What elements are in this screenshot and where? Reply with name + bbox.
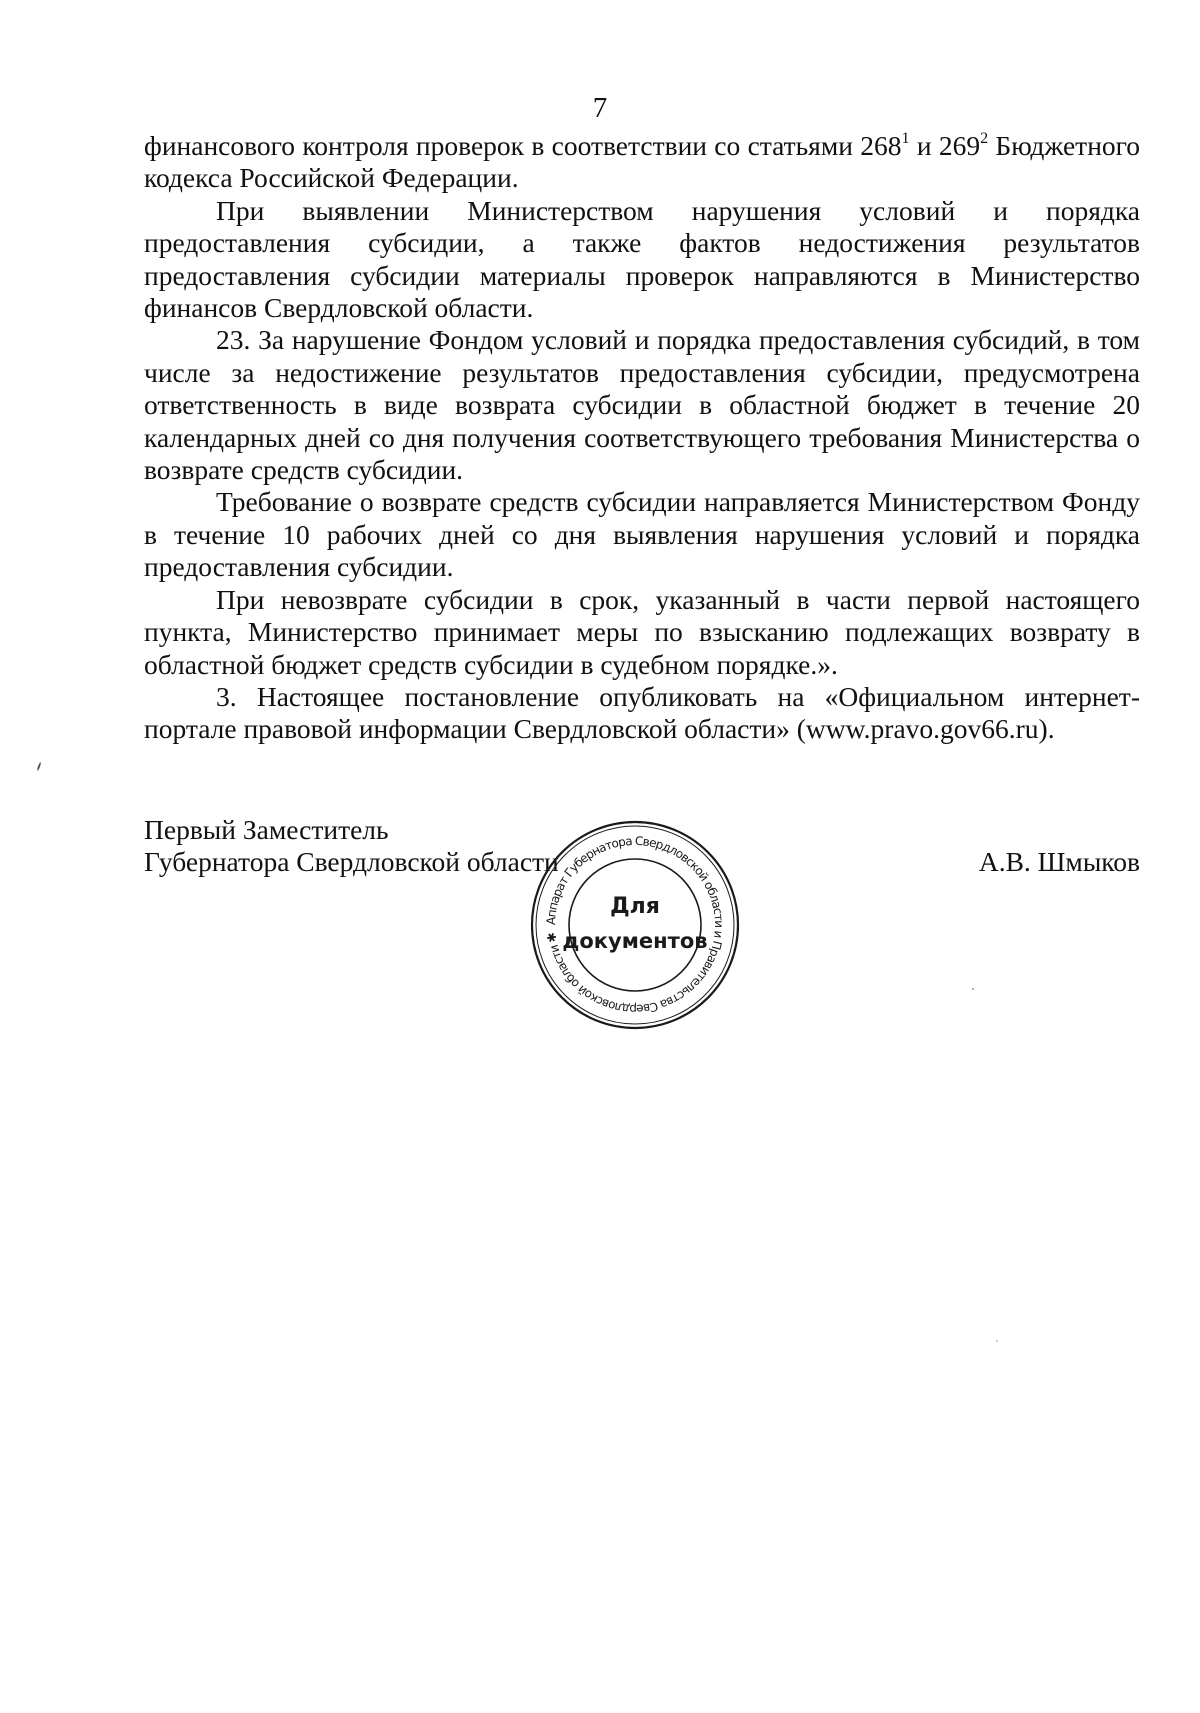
paragraph-4: При невозврате субсидии в срок, указанный в части первой настоящего пункта, Министерство принимает меры по взысканию подлежащих возврату в областной бюджет средств субсидии в судебном порядке.».	[144, 583, 1140, 680]
superscript-1: 1	[901, 129, 910, 147]
seal-ring-text	[544, 834, 726, 1016]
seal-outer-ring-inner	[536, 826, 734, 1024]
signatory-title-line-1: Первый Заместитель	[144, 814, 389, 845]
paragraph-0	[144, 130, 1140, 195]
superscript-2: 2	[980, 129, 989, 147]
paragraph-3: Требование о возврате средств субсидии направляется Министерством Фонду в течение 10 рабочих дней со дня выявления нарушения условий и порядка предоставления субсидии.	[144, 486, 1140, 583]
paragraph-2: 23. За нарушение Фондом условий и порядка предоставления субсидий, в том числе за недостижение результатов предоставления субсидии, предусмотрена ответственность в виде возврата субсидии в областной бюджет в течение 20 календарных дней со дня получения соответствующего требования Министерства о возврате средств субсидии.	[144, 324, 1140, 486]
seal-center-line-1: Для	[610, 894, 660, 919]
scan-speck	[972, 988, 974, 990]
official-seal-stamp	[528, 818, 742, 1032]
scan-speck	[996, 1340, 998, 1342]
paragraph-5: 3. Настоящее постановление опубликовать на «Официальном интернет-портале правовой информации Свердловской области» (www.pravo.gov66.ru).	[144, 680, 1140, 745]
paragraph-0-text-c: Бюджетного кодекса Российской Федерации.	[144, 130, 1141, 194]
paragraph-0-text-b: и 269	[909, 130, 981, 161]
scan-speck	[37, 762, 42, 771]
signatory-name: А.В. Шмыков	[978, 846, 1140, 878]
document-body	[144, 130, 1140, 746]
page-number: 7	[592, 92, 608, 124]
paragraph-0-text-a: финансового контроля проверок в соответствии со статьями 268	[144, 130, 902, 161]
signatory-title-line-2: Губернатора Свердловской области	[144, 846, 559, 878]
seal-center-line-2: документов	[562, 929, 708, 953]
paragraph-1: При выявлении Министерством нарушения условий и порядка предоставления субсидии, а также фактов недостижения результатов предоставления субсидии материалы проверок направляются в Министерство финансов Свердловской области.	[144, 194, 1140, 324]
seal-ring-textpath: Аппарат Губернатора Свердловской области и Правительства Свердловской области ✱	[543, 833, 727, 1017]
seal-inner-ring	[569, 859, 701, 991]
seal-outer-ring	[532, 822, 738, 1028]
